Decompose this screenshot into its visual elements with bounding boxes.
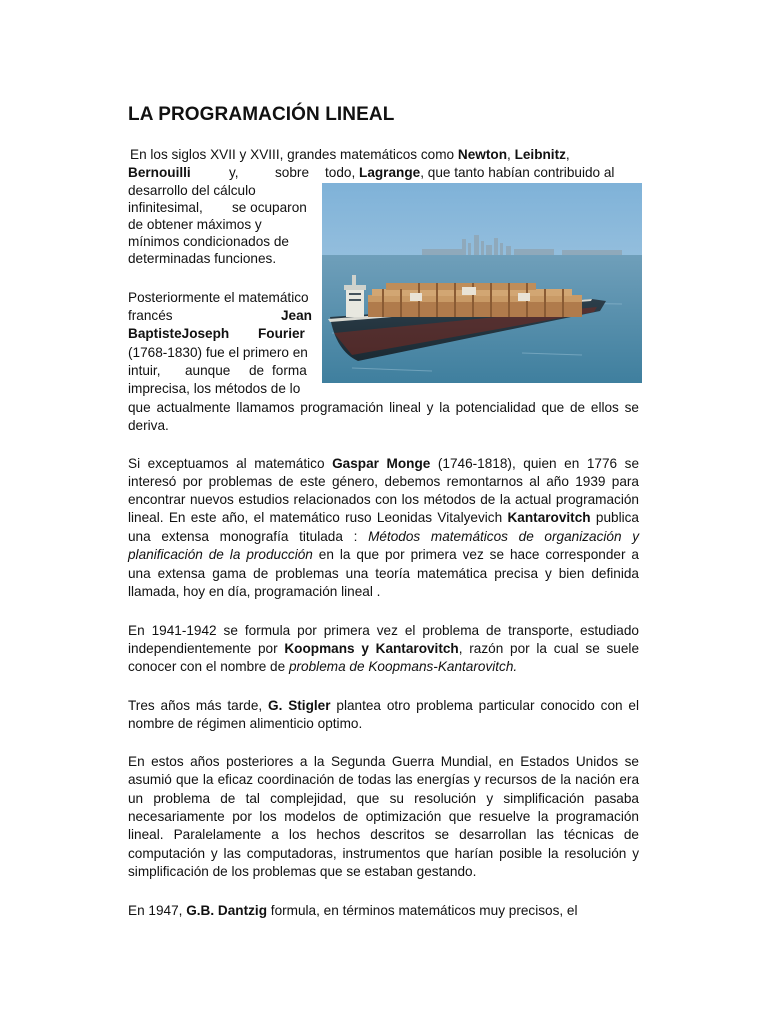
p3-line-3 [128,491,639,510]
name-koopmans-kantarovitch: Koopmans y Kantarovitch [284,641,459,656]
text-span: Si exceptuamos al matemático [128,456,333,471]
p2-line-8: deriva. [128,418,169,433]
text-span: encontrar nuevos estudios relacionados con los métodos de la actual programación [128,492,639,507]
text-span: Tres años más tarde, [128,698,269,713]
text-span: francés [128,308,173,323]
p6-line-3 [128,790,639,809]
text-span: lineal. Paralelamente a los hechos descritos se desarrollan las técnicas de [128,827,639,842]
p4-line-2 [128,640,639,659]
name-leibnitz: Leibnitz [514,147,566,162]
text-span: necesariamente por los modelos de optimización que resuelve la programación [128,809,639,824]
text-span: En estos años posteriores a la Segunda Guerra Mundial, en Estados Unidos se [128,754,639,769]
text-span: una extensa gama de problemas una teoría matemática precisa y bien definida [128,566,639,581]
p1-line-6: mínimos condicionados de [128,234,289,249]
text-span: , [565,147,570,162]
p4-line-3 [128,658,517,677]
container-ship-image [322,183,642,383]
p2-line-4: (1768-1830) fue el primero en [128,345,308,360]
text-span: independientemente por [128,641,285,656]
p6-line-6 [128,845,639,864]
name-kantarovitch: Kantarovitch [507,510,591,525]
name-newton: Newton [457,147,507,162]
p1-line-1 [130,146,570,165]
p7-line-1 [128,902,578,921]
text-span: (1746-1818), quien en 1776 se [430,456,640,471]
p2-line-7 [128,399,639,418]
text-span: En 1941-1942 se formula por primera vez el problema de transporte, estudiado [128,623,639,638]
text-span: publica [590,510,639,525]
text-span: y, [229,165,239,180]
p6-line-7: simplificación de los problemas que se estaban gestando. [128,864,477,879]
p2-line-1: Posteriormente el matemático [128,290,309,305]
p1-line-7: determinadas funciones. [128,251,277,266]
p3-line-7 [128,565,639,584]
p5-line-2: nombre de régimen alimenticio optimo. [128,716,363,731]
text-span: formula, en términos matemáticos muy precisos, el [267,903,578,918]
p3-line-2 [128,473,639,492]
p3-line-6 [128,546,639,565]
text-span: infinitesimal, [128,200,203,215]
name-bernouilli: Bernouilli [128,165,191,180]
text-span: asumió que la eficaz coordinación de todas las energías y recursos de la nación era [128,772,639,787]
name-lagrange: Lagrange [359,165,421,180]
name-g-stigler: G. Stigler [268,698,331,713]
text-span: , [507,147,515,162]
text-span: en la que por primera vez se hace corresponder a [312,547,639,562]
text-span: un problema de tal complejidad, que su resolución y simplificación pasaba [128,791,639,806]
text-span: interesó por problemas de este género, debemos remontarnos al año 1939 para [128,474,639,489]
p4-line-1 [128,622,639,641]
p6-line-1 [128,753,639,772]
problem-name-italic: problema de Koopmans-Kantarovitch. [288,659,518,674]
text-span: una extensa monografía titulada : [128,529,369,544]
p6-line-4 [128,808,639,827]
p2-line-6: imprecisa, los métodos de lo [128,381,301,396]
p1-line-2-tail [325,164,614,183]
text-span: se ocuparon [232,200,307,215]
text-span: que actualmente llamamos programación lineal y la potencialidad que de ellos se [128,400,639,415]
text-span: de [249,363,265,378]
p3-line-4 [128,509,639,528]
name-fourier: Fourier [258,326,305,341]
name-baptistejoseph: BaptisteJoseph [128,326,230,341]
text-span: computación y las computadoras, instrumentos que harían posible la resolución y [128,846,639,861]
p6-line-5 [128,826,639,845]
text-span: , razón por la cual se suele [458,641,639,656]
text-span: plantea otro problema particular conocido con el [330,698,640,713]
document-title: LA PROGRAMACIÓN LINEAL [128,104,395,125]
text-span: sobre [275,165,310,180]
text-span: lineal. En este año, el matemático ruso Leonidas Vitalyevich [128,510,508,525]
name-gb-dantzig: G.B. Dantzig [186,903,268,918]
p6-line-2 [128,771,639,790]
text-span: , que tanto habían contribuido al [420,165,615,180]
p3-line-1 [128,455,639,474]
p5-line-1 [128,697,639,716]
text-span: intuir, [128,363,161,378]
p3-line-5 [128,528,639,547]
text-span: En 1947, [128,903,187,918]
book-title-italic: planificación de la producción [128,547,313,562]
p1-line-5: de obtener máximos y [128,217,262,232]
text-span: conocer con el nombre de [128,659,289,674]
p1-line-3: desarrollo del cálculo [128,183,256,198]
text-span: forma [272,363,307,378]
text-span: aunque [185,363,231,378]
name-jean: Jean [281,308,312,323]
p3-line-8: llamada, hoy en día, programación lineal . [128,584,381,599]
text-span: todo, [325,165,360,180]
name-gaspar-monge: Gaspar Monge [332,456,431,471]
book-title-italic: Métodos matemáticos de organización y [368,529,639,544]
text-span: En los siglos XVII y XVIII, grandes matemáticos como [130,147,458,162]
